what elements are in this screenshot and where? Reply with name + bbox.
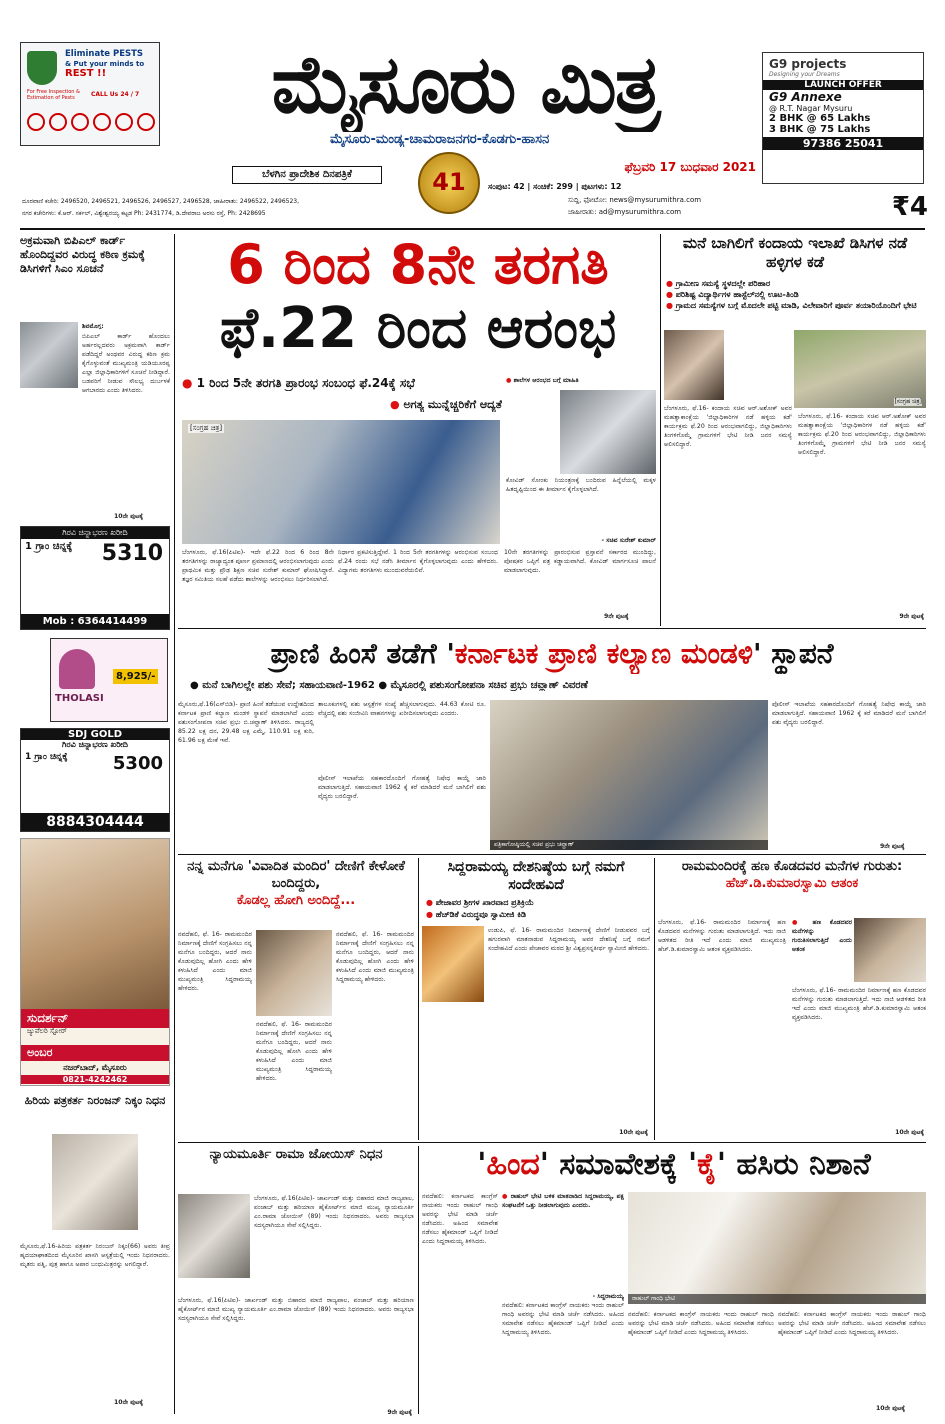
- jois-body-1: ಬೆಂಗಳೂರು, ಫೆ.16(ಪಿಟಿಐ)- ಜಾರ್ಖಂಡ್ ಮತ್ತು ಬಿಹಾರದ ಮಾಜಿ ರಾಜ್ಯಪಾಲ, ಪಂಜಾಬ್ ಮತ್ತು ಹರಿಯಾಣ ಹೈಕೋರ್ಟ್‌ನ ಮಾಜಿ ಮುಖ್ಯ ನ್ಯಾಯಮೂರ್ತಿ ಎಂ.ರಾಮಾ ಜೋಯಿಸ್ (89) ಇಂದು ನಿಧನರಾದರು. ಅವರು ರಾಜ್ಯಸಭಾ ಸದಸ್ಯರಾಗಿಯೂ ಸೇವೆ ಸಲ್ಲಿಸಿದ್ದರು.: [254, 1195, 414, 1229]
- hinda-red1: ಹಿಂದ: [486, 1147, 540, 1182]
- animal-subhead: ● ಮನೆ ಬಾಗಿಲಲ್ಲೇ ಪಶು ಸೇವೆ; ಸಹಾಯವಾಣಿ-1962 ● ಮೈಸೂರಲ್ಲಿ ಪಶುಸಂಗೋಪನಾ ಸಚಿವ ಪ್ರಭು ಚವ್ಹಾಣ್ ವಿವರಣೆ: [190, 680, 588, 691]
- village-photo: [794, 330, 926, 408]
- mandir-headline-red: ಕೊಡಲ್ಲ ಹೋಗಿ ಅಂದಿದ್ದೆ...: [236, 893, 356, 908]
- bpl-dateline: ಶಿವಮೊಗ್ಗ:: [82, 323, 104, 330]
- bpl-story: [20, 234, 170, 524]
- anniversary-number: 41: [432, 168, 466, 196]
- revenue-minister-photo: [664, 330, 724, 400]
- section-divider-2: [178, 854, 926, 855]
- tagline: ಬೆಳಗಿನ ಪ್ರಾದೇಶಿಕ ದಿನಪತ್ರಿಕೆ: [232, 166, 382, 184]
- sudarshan-sub: ಜ್ಯುವೆಲರಿ ಸ್ಟೋರ್: [27, 1027, 67, 1035]
- sdj-title: SDJ GOLD: [21, 729, 169, 740]
- obit-continued: 10ನೇ ಪುಟಕ್ಕೆ: [114, 1399, 143, 1406]
- lead-headline-2: ಫೆ.22 ರಿಂದ ಆರಂಭ: [219, 296, 617, 361]
- g9-brand: G9 projects: [769, 57, 847, 71]
- lead-continued: 9ನೇ ಪುಟಕ್ಕೆ: [604, 613, 629, 620]
- animal-body-2: ತಾಲೂಕುಗಳಲ್ಲಿ ಪಶು ಆಸ್ಪತ್ರೆಗಳ ಸಂಖ್ಯೆ ಹೆಚ್ಚಿಸಲಾಗುವುದು. 44.63 ಕೋಟಿ ರೂ. ವೆಚ್ಚದಲ್ಲಿ ಪಶು ಸಂಜೀವಿನಿ ವಾಹನಗಳನ್ನು ಖರೀದಿಸಲಾಗುವುದು ಎಂದರು.: [318, 701, 486, 717]
- g9-offer: LAUNCH OFFER: [763, 80, 923, 90]
- g9-place: @ R.T. Nagar Mysuru: [769, 104, 853, 113]
- regions-line: ಮೈಸೂರು-ಮಂಡ್ಯ-ಚಾಮರಾಜನಗರ-ಕೊಡಗು-ಹಾಸನ: [330, 132, 550, 147]
- section-divider-1: [178, 628, 926, 629]
- animal-headline-pre: ಪ್ರಾಣಿ ಹಿಂಸೆ ತಡೆಗೆ ': [270, 637, 455, 670]
- revenue-bullet-2: ● ಪರಿಶಿಷ್ಟ ವಿದ್ಯಾರ್ಥಿಗಳ ಹಾಸ್ಟೆಲ್‌ನಲ್ಲಿ ಊಟ-ತಿಂಡಿ: [666, 289, 926, 300]
- phone-line-1: ದೂರವಾಣಿ ಕಚೇರಿ: 2496520, 2496521, 2496526, 2496527, 2496528, ಜಾಹೀರಾತು: 2496522, 2496523,: [22, 198, 300, 205]
- g9-phone: 97386 25041: [763, 137, 923, 150]
- minister-photo: [560, 390, 656, 474]
- obit-headline: ಹಿರಿಯ ಪತ್ರಕರ್ತ ನಿರಂಜನ್ ನಿಕ್ಕಂ ನಿಧನ: [24, 1094, 166, 1107]
- hdk-story: [658, 858, 926, 1140]
- revenue-body-col2: ಬೆಂಗಳೂರು, ಫೆ.16- ಕಂದಾಯ ಸಚಿವ ಆರ್.ಅಶೋಕ್ ಅವರ ಮಹತ್ವಾಕಾಂಕ್ಷೆಯ 'ಜಿಲ್ಲಾಧಿಕಾರಿಗಳ ನಡೆ ಹಳ್ಳಿಯ ಕಡೆ' ಕಾರ್ಯಕ್ರಮ ಫೆ.20 ರಿಂದ ಆರಂಭವಾಗಲಿದ್ದು, ಜಿಲ್ಲಾಧಿಕಾರಿಗಳು ತಿಂಗಳಿಗೊಮ್ಮೆ ಗ್ರಾಮಗಳಿಗೆ ಭೇಟಿ ನೀಡಿ ಜನರ ಸಮಸ್ಯೆ ಆಲಿಸಲಿದ್ದಾರೆ.: [798, 413, 926, 456]
- hinda-post: ' ಹಸಿರು ನಿಶಾನೆ: [716, 1147, 871, 1182]
- hinda-headline: [422, 1142, 926, 1188]
- revenue-continued: 9ನೇ ಪುಟಕ್ಕೆ: [899, 613, 924, 620]
- revenue-bullet-1: ● ಗ್ರಾಮೀಣ ಸಮಸ್ಯೆ ಸ್ಥಳದಲ್ಲೇ ಪರಿಹಾರ: [666, 278, 926, 289]
- lead-body-3: 10ನೇ ತರಗತಿಗಳನ್ನು ಪ್ರಾರಂಭಿಸುವ ಪ್ರಸ್ತಾವನೆ ಸರ್ಕಾರದ ಮುಂದಿದ್ದು, ಪೋಷಕರ ಒಪ್ಪಿಗೆ ಪತ್ರ ಕಡ್ಡಾಯವಾಗಿದೆ. ಕೋವಿಡ್ ಮಾರ್ಗಸೂಚಿ ಪಾಲನೆ ಮಾಡಲಾಗುವುದು.: [504, 549, 656, 574]
- animal-continued: 9ನೇ ಪುಟಕ್ಕೆ: [880, 843, 905, 850]
- obit-photo: [52, 1134, 138, 1230]
- obituary-story: [20, 1094, 170, 1414]
- hdk-headline-red: ಹೆಚ್.ಡಿ.ಕುಮಾರಸ್ವಾಮಿ ಆತಂಕ: [725, 876, 859, 891]
- jois-body-2: ಬೆಂಗಳೂರು, ಫೆ.16(ಪಿಟಿಐ)- ಜಾರ್ಖಂಡ್ ಮತ್ತು ಬಿಹಾರದ ಮಾಜಿ ರಾಜ್ಯಪಾಲ, ಪಂಜಾಬ್ ಮತ್ತು ಹರಿಯಾಣ ಹೈಕೋರ್ಟ್‌ನ ಮಾಜಿ ಮುಖ್ಯ ನ್ಯಾಯಮೂರ್ತಿ ಎಂ.ರಾಮಾ ಜೋಯಿಸ್ (89) ಇಂದು ನಿಧನರಾದರು. ಅವರು ರಾಜ್ಯಸಭಾ ಸದಸ್ಯರಾಗಿಯೂ ಸೇವೆ ಸಲ್ಲಿಸಿದ್ದರು.: [178, 1297, 414, 1322]
- hinda-body-2: ನವದೆಹಲಿ: ಕರ್ನಾಟಕದ ಕಾಂಗ್ರೆಸ್ ನಾಯಕರು ಇಂದು ರಾಹುಲ್ ಗಾಂಧಿ ಅವರನ್ನು ಭೇಟಿ ಮಾಡಿ ಚರ್ಚೆ ನಡೆಸಿದರು. ಅಹಿಂದ ಸಮಾವೇಶ ನಡೆಸಲು ಹೈಕಮಾಂಡ್ ಒಪ್ಪಿಗೆ ನೀಡಿದೆ ಎಂದು ಸಿದ್ದರಾಮಯ್ಯ ತಿಳಿಸಿದರು.: [502, 1302, 624, 1336]
- mandir-body-2: ನವದೆಹಲಿ, ಫೆ. 16- ರಾಮಮಂದಿರ ನಿರ್ಮಾಣಕ್ಕೆ ದೇಣಿಗೆ ಸಂಗ್ರಹಿಸಲು ನನ್ನ ಮನೆಗೂ ಬಂದಿದ್ದರು, ಆದರೆ ನಾನು ಕೊಡುವುದಿಲ್ಲ ಹೋಗಿ ಎಂದು ಹೇಳಿ ಕಳುಹಿಸಿದೆ ಎಂದು ಮಾಜಿ ಮುಖ್ಯಮಂತ್ರಿ ಸಿದ್ದರಾಮಯ್ಯ ಹೇಳಿದರು.: [256, 1021, 332, 1082]
- sudarshan-name: ಸುದರ್ಶನ್: [21, 1009, 169, 1028]
- hdk-body-1: ಬೆಂಗಳೂರು, ಫೆ.16- ರಾಮಮಂದಿರ ನಿರ್ಮಾಣಕ್ಕೆ ಹಣ ಕೊಡದವರ ಮನೆಗಳನ್ನು ಗುರುತು ಮಾಡಲಾಗುತ್ತಿದೆ. ಇದು ನಾಜಿ ಆಡಳಿತದ ರೀತಿ ಇದೆ ಎಂದು ಮಾಜಿ ಮುಖ್ಯಮಂತ್ರಿ ಹೆಚ್.ಡಿ.ಕುಮಾರಸ್ವಾಮಿ ಆತಂಕ ವ್ಯಕ್ತಪಡಿಸಿದರು.: [658, 919, 786, 953]
- tholasi-logo-icon: [59, 649, 95, 689]
- lead-sub2-text: ● ಅಗತ್ಯ ಮುನ್ನೆಚ್ಚರಿಕೆಗೆ ಆದ್ಯತೆ: [390, 398, 502, 411]
- mandir-divider: [418, 858, 419, 1140]
- revenue-bullets: [666, 278, 926, 311]
- sdj-rate: 5300: [112, 753, 163, 774]
- hdk-quote: ● ಹಣ ಕೊಡದವರ ಮನೆಗಳನ್ನು ಗುರುತಿಸಲಾಗುತ್ತಿದೆ ಎಂದು ಆತಂಕ: [792, 918, 852, 978]
- bpl-continued: 10ನೇ ಪುಟಕ್ಕೆ: [114, 513, 143, 520]
- newspaper-title: ಮೈಸೂರು ಮಿತ್ರ: [271, 37, 659, 131]
- rahul-meeting-photo: [628, 1192, 926, 1304]
- tholasi-ad[interactable]: [50, 638, 168, 722]
- lead-quote-by: - ಸಚಿವ ಸುರೇಶ್ ಕುಮಾರ್: [601, 537, 656, 544]
- revenue-bullet-3: ● ಗ್ರಾಮದ ಸಮಸ್ಯೆಗಳ ಬಗ್ಗೆ ಮೊದಲೇ ಪಟ್ಟಿ ಮಾಡಿ, ವಿಲೇವಾರಿಗೆ ಪೂರ್ವ ತಯಾರಿಯೊಂದಿಗೆ ಭೇಟಿ: [666, 300, 926, 311]
- hinda-body-3: ನವದೆಹಲಿ: ಕರ್ನಾಟಕದ ಕಾಂಗ್ರೆಸ್ ನಾಯಕರು ಇಂದು ರಾಹುಲ್ ಗಾಂಧಿ ಅವರನ್ನು ಭೇಟಿ ಮಾಡಿ ಚರ್ಚೆ ನಡೆಸಿದರು. ಅಹಿಂದ ಸಮಾವೇಶ ನಡೆಸಲು ಹೈಕಮಾಂಡ್ ಒಪ್ಪಿಗೆ ನೀಡಿದೆ ಎಂದು ಸಿದ್ದರಾಮಯ್ಯ ತಿಳಿಸಿದರು.: [628, 1311, 774, 1336]
- g9-slogan: Designing your Dreams: [769, 71, 840, 78]
- pejavar-headline: ಸಿದ್ದರಾಮಯ್ಯ ದೇಶನಿಷ್ಠೆಯ ಬಗ್ಗೆ ನಮಗೆ ಸಂದೇಹವಿದೆ: [447, 859, 625, 893]
- ad-email[interactable]: ಜಾಹೀರಾತು: ad@mysurumithra.com: [568, 208, 682, 216]
- pejavar-sub1: ● ಪೇಜಾವರ ಶ್ರೀಗಳ ಖಾರವಾದ ಪ್ರತಿಕ್ರಿಯೆ: [426, 898, 534, 908]
- hinda-continued: 10ನೇ ಪುಟಕ್ಕೆ: [876, 1405, 905, 1412]
- mandir-story: [178, 858, 414, 1140]
- sdj-subtitle: ಗಿರವಿ ಚಿನ್ನಾಭರಣ ಖರೀದಿ: [62, 740, 128, 749]
- sudarshan-ad[interactable]: [20, 838, 170, 1086]
- tholasi-price: 8,925/-: [113, 669, 158, 684]
- gold-rate-label: 1 ಗ್ರಾಂ ಚಿನ್ನಕ್ಕೆ: [25, 541, 73, 552]
- g9-project: G9 Annexe: [769, 90, 842, 104]
- lead-subhead-1: [182, 376, 502, 391]
- ad-line1: Eliminate PESTS: [65, 49, 144, 59]
- gold-mob: Mob : 6364414499: [21, 614, 169, 629]
- pejavar-continued: 10ನೇ ಪುಟಕ್ಕೆ: [619, 1129, 648, 1136]
- gold-title: ಗಿರವಿ ಚಿನ್ನಾಭರಣ ಖರೀದಿ: [21, 527, 169, 539]
- siddaramaiah-photo: [256, 930, 332, 1016]
- hinda-quote-by: - ಸಿದ್ದರಾಮಯ್ಯ: [592, 1293, 624, 1300]
- price: ₹4: [891, 192, 928, 222]
- animal-headline: [178, 634, 926, 674]
- revenue-story: [664, 234, 926, 626]
- pejavar-divider: [654, 858, 655, 1140]
- press-meet-caption: ಪತ್ರಿಕಾಗೋಷ್ಠಿಯಲ್ಲಿ ಸಚಿವ ಪ್ರಭು ಚವ್ಹಾಣ್: [490, 840, 768, 850]
- jois-divider: [418, 1146, 419, 1414]
- cm-photo: [20, 322, 78, 388]
- pest-control-ad[interactable]: [20, 42, 160, 146]
- animal-body-4: ಪೊಲೀಸ್ ಇಲಾಖೆಯ ಸಹಕಾರದೊಂದಿಗೆ ಗೋಹತ್ಯೆ ನಿಷೇಧ ಕಾಯ್ದೆ ಜಾರಿ ಮಾಡಲಾಗುತ್ತಿದೆ. ಸಹಾಯವಾಣಿ 1962 ಕ್ಕೆ ಕರೆ ಮಾಡಿದರೆ ಮನೆ ಬಾಗಿಲಿಗೆ ಪಶು ವೈದ್ಯರು ಬರಲಿದ್ದಾರೆ.: [772, 701, 926, 726]
- animal-side-box: [318, 700, 486, 850]
- mandir-headline: ನನ್ನ ಮನೆಗೂ 'ವಿವಾದಿತ ಮಂದಿರ' ದೇಣಿಗೆ ಕೇಳೋಕೆ ಬಂದಿದ್ದರು,: [187, 859, 405, 891]
- ad-headline: [65, 49, 159, 79]
- classroom-photo-caption: [ಸಂಗ್ರಹ ಚಿತ್ರ]: [190, 424, 223, 432]
- hdk-body-2: ಬೆಂಗಳೂರು, ಫೆ.16- ರಾಮಮಂದಿರ ನಿರ್ಮಾಣಕ್ಕೆ ಹಣ ಕೊಡದವರ ಮನೆಗಳನ್ನು ಗುರುತು ಮಾಡಲಾಗುತ್ತಿದೆ. ಇದು ನಾಜಿ ಆಡಳಿತದ ರೀತಿ ಇದೆ ಎಂದು ಮಾಜಿ ಮುಖ್ಯಮಂತ್ರಿ ಹೆಚ್.ಡಿ.ಕುಮಾರಸ್ವಾಮಿ ಆತಂಕ ವ್ಯಕ್ತಪಡಿಸಿದರು.: [792, 987, 926, 1021]
- hinda-mid: ' ಸಮಾವೇಶಕ್ಕೆ ': [539, 1147, 698, 1182]
- ad-call: CALL Us 24 / 7: [91, 91, 140, 98]
- revenue-headline: ಮನೆ ಬಾಗಿಲಿಗೆ ಕಂದಾಯ ಇಲಾಖೆ ಡಿಸಿಗಳ ನಡೆ ಹಳ್ಳಿಗಳ ಕಡೆ: [682, 234, 908, 271]
- animal-headline-post: ' ಸ್ಥಾಪನೆ: [752, 637, 834, 670]
- rahul-meeting-caption: ರಾಹುಲ್ ಗಾಂಧಿ ಭೇಟಿ: [628, 1294, 926, 1304]
- lead-subhead-2: [182, 398, 502, 412]
- ad-line3: REST !!: [65, 68, 107, 79]
- ad-cta: For Free Inspection & Estimation of Pests: [27, 89, 80, 101]
- pest-icons-row: [27, 113, 155, 135]
- classroom-photo: [182, 420, 500, 544]
- lead-quote-head: ● ಶಾಲೆಗಳ ಆರಂಭದ ಬಗ್ಗೆ ಮಾಹಿತಿ: [506, 376, 656, 385]
- hinda-quote-box: [502, 1192, 624, 1406]
- gold-loan-ad[interactable]: [20, 526, 170, 630]
- sudarshan-phone: 0821-4242462: [21, 1075, 169, 1084]
- jois-headline: ನ್ಯಾಯಮೂರ್ತಿ ರಾಮಾ ಜೋಯಿಸ್ ನಿಧನ: [209, 1147, 383, 1162]
- masthead-divider: [20, 228, 925, 230]
- jois-photo: [178, 1194, 250, 1278]
- animal-headline-red: ಕರ್ನಾಟಕ ಪ್ರಾಣಿ ಕಲ್ಯಾಣ ಮಂಡಳಿ: [454, 637, 753, 670]
- sdj-phone: 8884304444: [21, 813, 169, 831]
- couple-photo: [21, 839, 169, 1009]
- g9-projects-ad[interactable]: [762, 52, 924, 184]
- news-email[interactable]: ಸುದ್ದಿ, ಫೋಟೋ: news@mysurumithra.com: [568, 196, 702, 204]
- bpl-body: ಬಿಪಿಎಲ್ ಕಾರ್ಡ್ ಹೊಂದಲು ಅರ್ಹರಲ್ಲದವರು ಅಕ್ರಮವಾಗಿ ಕಾರ್ಡ್ ಪಡೆದಿದ್ದರೆ ಅಂಥವರ ವಿರುದ್ಧ ಕಠಿಣ ಕ್ರಮ ಕೈಗೊಳ್ಳುವಂತೆ ಮುಖ್ಯಮಂತ್ರಿ ಯಡಿಯೂರಪ್ಪ ಎಲ್ಲಾ ಜಿಲ್ಲಾಧಿಕಾರಿಗಳಿಗೆ ಸೂಚನೆ ನೀಡಿದ್ದಾರೆ. ಬಡವರಿಗೆ ನೀಡುವ ಸೌಲಭ್ಯ ದುರ್ಬಳಕೆ ಆಗಬಾರದು ಎಂದು ತಿಳಿಸಿದರು.: [82, 333, 170, 394]
- lead-quote-box: [506, 376, 656, 546]
- lead-body-1: ಬೆಂಗಳೂರು, ಫೆ.16(ಪಿಟಿಐ)- ಇದೇ ಫೆ.22 ರಿಂದ 6 ರಿಂದ 8ನೇ ತರಗತಿಗಳನ್ನು ರಾಜ್ಯಾದ್ಯಂತ ಪೂರ್ಣ ಪ್ರಮಾಣದಲ್ಲಿ ಆರಂಭಿಸಲಾಗುವುದು ಎಂದು ಪ್ರಾಥಮಿಕ ಮತ್ತು ಪ್ರೌಢ ಶಿಕ್ಷಣ ಸಚಿವ ಸುರೇಶ್ ಕುಮಾರ್ ಘೋಷಿಸಿದ್ದಾರೆ. ತಜ್ಞರ ಸಮಿತಿಯ ಸಲಹೆ ಪಡೆದು ಶಾಲೆಗಳನ್ನು ಆರಂಭಿಸಲು ನಿರ್ಧರಿಸಲಾಗಿದೆ.: [182, 549, 334, 583]
- hdk-photo: [854, 918, 926, 982]
- bpl-headline: ಅಕ್ರಮವಾಗಿ ಬಿಪಿಎಲ್ ಕಾರ್ಡ್ ಹೊಂದಿದ್ದವರ ವಿರುದ್ಧ ಕಠಿಣ ಕ್ರಮಕ್ಕೆ ಡಿಸಿಗಳಿಗೆ ಸಿಎಂ ಸೂಚನೆ: [20, 234, 145, 275]
- ad-line2: & Put your minds to: [65, 60, 145, 68]
- sdj-gold-ad[interactable]: [20, 728, 170, 832]
- obit-body: ಮೈಸೂರು,ಫೆ.16-ಹಿರಿಯ ಪತ್ರಕರ್ತ ನಿರಂಜನ್ ನಿಕ್ಕಂ(66) ಅವರು ತೀವ್ರ ಹೃದಯಾಘಾತದಿಂದ ಮೈಸೂರಿನ ಖಾಸಗಿ ಆಸ್ಪತ್ರೆಯಲ್ಲಿ ಇಂದು ನಿಧನರಾದರು. ಮೃತರು ಪತ್ನಿ, ಪುತ್ರ ಹಾಗೂ ಅಪಾರ ಬಂಧುಮಿತ್ರರನ್ನು ಅಗಲಿದ್ದಾರೆ.: [20, 1243, 170, 1268]
- tholasi-name: THOLASI: [55, 693, 104, 704]
- mandir-body-3: ನವದೆಹಲಿ, ಫೆ. 16- ರಾಮಮಂದಿರ ನಿರ್ಮಾಣಕ್ಕೆ ದೇಣಿಗೆ ಸಂಗ್ರಹಿಸಲು ನನ್ನ ಮನೆಗೂ ಬಂದಿದ್ದರು, ಆದರೆ ನಾನು ಕೊಡುವುದಿಲ್ಲ ಹೋಗಿ ಎಂದು ಹೇಳಿ ಕಳುಹಿಸಿದೆ ಎಂದು ಮಾಜಿ ಮುಖ್ಯಮಂತ್ರಿ ಸಿದ್ದರಾಮಯ್ಯ ಹೇಳಿದರು.: [336, 931, 414, 983]
- hinda-q1: ': [477, 1147, 487, 1182]
- village-photo-caption: [ಸಂಗ್ರಹ ಚಿತ್ರ]: [894, 398, 922, 405]
- g9-bhk2: 2 BHK @ 65 Lakhs: [769, 113, 871, 124]
- pejavar-story: [422, 858, 650, 1140]
- left-column-divider: [174, 234, 175, 1414]
- lead-headline-1: 6 ರಿಂದ 8ನೇ ತರಗತಿ: [227, 234, 609, 296]
- amber-name: ಅಂಬರ: [21, 1045, 169, 1061]
- press-meet-photo: [490, 700, 768, 850]
- hinda-quote: ● ರಾಹುಲ್ ಭೇಟಿ ಬಳಿಕ ಮಾತನಾಡಿದ ಸಿದ್ದರಾಮಯ್ಯ, ಪಕ್ಷ ಸಂಘಟನೆಗೆ ಒತ್ತು ನೀಡಲಾಗುವುದು ಎಂದರು.: [502, 1192, 624, 1292]
- lead-body-2: ನಿರ್ಧಾರ ಪ್ರಕಟಿಸುತ್ತಿದ್ದೇವೆ. 1 ರಿಂದ 5ನೇ ತರಗತಿಗಳನ್ನು ಆರಂಭಿಸುವ ಸಂಬಂಧ ಫೆ.24 ರಂದು ಸಭೆ ನಡೆಸಿ ತೀರ್ಮಾನ ಕೈಗೊಳ್ಳಲಾಗುವುದು ಎಂದು ಹೇಳಿದರು. ವಿದ್ಯಾಗಮ ತರಗತಿಗಳು ಮುಂದುವರೆಯಲಿವೆ.: [338, 549, 498, 574]
- anniversary-badge: [418, 152, 480, 214]
- hinda-body-4: ನವದೆಹಲಿ: ಕರ್ನಾಟಕದ ಕಾಂಗ್ರೆಸ್ ನಾಯಕರು ಇಂದು ರಾಹುಲ್ ಗಾಂಧಿ ಅವರನ್ನು ಭೇಟಿ ಮಾಡಿ ಚರ್ಚೆ ನಡೆಸಿದರು. ಅಹಿಂದ ಸಮಾವೇಶ ನಡೆಸಲು ಹೈಕಮಾಂಡ್ ಒಪ್ಪಿಗೆ ನೀಡಿದೆ ಎಂದು ಸಿದ್ದರಾಮಯ್ಯ ತಿಳಿಸಿದರು.: [778, 1311, 926, 1336]
- animal-body-1: ಮೈಸೂರು,ಫೆ.16(ಎಸ್‌ಬಿಡಿ)- ಪ್ರಾಣಿ ಹಿಂಸೆ ತಡೆಯುವ ಉದ್ದೇಶದಿಂದ ಕರ್ನಾಟಕ ಪ್ರಾಣಿ ಕಲ್ಯಾಣ ಮಂಡಳಿ ಸ್ಥಾಪನೆ ಮಾಡಲಾಗಿದೆ ಎಂದು ಪಶುಸಂಗೋಪನಾ ಸಚಿವ ಪ್ರಭು ಬಿ.ಚವ್ಹಾಣ್ ತಿಳಿಸಿದರು. ರಾಜ್ಯದಲ್ಲಿ 85.22 ಲಕ್ಷ ದನ, 29.48 ಲಕ್ಷ ಎಮ್ಮೆ, 110.91 ಲಕ್ಷ ಕುರಿ, 61.96 ಲಕ್ಷ ಮೇಕೆ ಇವೆ.: [178, 701, 314, 744]
- lead-quote-body: ಕೋವಿಡ್ ಸೋಂಕು ನಿಯಂತ್ರಣಕ್ಕೆ ಬಂದಿರುವ ಹಿನ್ನೆಲೆಯಲ್ಲಿ ಮಕ್ಕಳ ಹಿತದೃಷ್ಟಿಯಿಂದ ಈ ತೀರ್ಮಾನ ಕೈಗೊಳ್ಳಲಾಗಿದೆ.: [506, 477, 656, 493]
- sudarshan-place: ನಜರ್‌ಬಾದ್, ಮೈಸೂರು: [63, 1063, 127, 1072]
- jois-continued: 9ನೇ ಪುಟಕ್ಕೆ: [387, 1409, 412, 1416]
- phone-line-2: ನಗರ ಕಚೇರಿಗಳು: ಕೆ.ಆರ್. ಸರ್ಕಲ್, ವಿಶ್ವೇಶ್ವರಯ್ಯ ಕಟ್ಟಡ Ph: 2431774, ಡಿ.ದೇವರಾಜ ಅರಸು ರಸ್ತೆ, Ph: 2428695: [22, 210, 266, 217]
- lead-right-divider: [660, 234, 661, 626]
- animal-body-3: ಪೊಲೀಸ್ ಇಲಾಖೆಯ ಸಹಕಾರದೊಂದಿಗೆ ಗೋಹತ್ಯೆ ನಿಷೇಧ ಕಾಯ್ದೆ ಜಾರಿ ಮಾಡಲಾಗುತ್ತಿದೆ. ಸಹಾಯವಾಣಿ 1962 ಕ್ಕೆ ಕರೆ ಮಾಡಿದರೆ ಮನೆ ಬಾಗಿಲಿಗೆ ಪಶು ವೈದ್ಯರು ಬರಲಿದ್ದಾರೆ.: [318, 775, 486, 800]
- issue-info: ಸಂಪುಟ: 42 | ಸಂಚಿಕೆ: 299 | ಪುಟಗಳು: 12: [488, 182, 622, 191]
- revenue-body-col1: ಬೆಂಗಳೂರು, ಫೆ.16- ಕಂದಾಯ ಸಚಿವ ಆರ್.ಅಶೋಕ್ ಅವರ ಮಹತ್ವಾಕಾಂಕ್ಷೆಯ 'ಜಿಲ್ಲಾಧಿಕಾರಿಗಳ ನಡೆ ಹಳ್ಳಿಯ ಕಡೆ' ಕಾರ್ಯಕ್ರಮ ಫೆ.20 ರಿಂದ ಆರಂಭವಾಗಲಿದ್ದು, ಜಿಲ್ಲಾಧಿಕಾರಿಗಳು ತಿಂಗಳಿಗೊಮ್ಮೆ ಗ್ರಾಮಗಳಿಗೆ ಭೇಟಿ ನೀಡಿ ಜನರ ಸಮಸ್ಯೆ ಆಲಿಸಲಿದ್ದಾರೆ.: [664, 405, 792, 448]
- hdk-continued: 10ನೇ ಪುಟಕ್ಕೆ: [895, 1129, 924, 1136]
- lead-sub1-text: ● 1 ರಿಂದ 5ನೇ ತರಗತಿ ಪ್ರಾರಂಭ ಸಂಬಂಧ ಫೆ.24ಕ್ಕೆ ಸಭೆ: [182, 376, 415, 390]
- gold-rate: 5310: [101, 541, 163, 566]
- jois-story: [178, 1146, 414, 1418]
- shield-icon: [27, 51, 57, 85]
- hinda-red2: ಕೈ: [697, 1147, 717, 1182]
- mandir-body-1: ನವದೆಹಲಿ, ಫೆ. 16- ರಾಮಮಂದಿರ ನಿರ್ಮಾಣಕ್ಕೆ ದೇಣಿಗೆ ಸಂಗ್ರಹಿಸಲು ನನ್ನ ಮನೆಗೂ ಬಂದಿದ್ದರು, ಆದರೆ ನಾನು ಕೊಡುವುದಿಲ್ಲ ಹೋಗಿ ಎಂದು ಹೇಳಿ ಕಳುಹಿಸಿದೆ ಎಂದು ಮಾಜಿ ಮುಖ್ಯಮಂತ್ರಿ ಸಿದ್ದರಾಮಯ್ಯ ಹೇಳಿದರು.: [178, 931, 252, 992]
- date-line: ಫೆಬ್ರವರಿ 17 ಬುಧವಾರ 2021: [624, 160, 756, 174]
- hdk-headline: ರಾಮಮಂದಿರಕ್ಕೆ ಹಣ ಕೊಡದವರ ಮನೆಗಳ ಗುರುತು:: [681, 859, 903, 874]
- pejavar-sub2: ● ಹೆಚ್‌ಡಿಕೆ ವಿರುದ್ಧವೂ ಸ್ವಾಮೀಜಿ ಕಿಡಿ: [426, 910, 526, 920]
- swamiji-photo: [422, 926, 484, 1002]
- pejavar-body: ಉಡುಪಿ, ಫೆ. 16- ರಾಮಮಂದಿರ ನಿರ್ಮಾಣಕ್ಕೆ ದೇಣಿಗೆ ನೀಡುವವರ ಬಗ್ಗೆ ಹಗುರವಾಗಿ ಮಾತನಾಡುವ ಸಿದ್ದರಾಮಯ್ಯ ಅವರ ದೇಶನಿಷ್ಠೆ ಬಗ್ಗೆ ನಮಗೆ ಸಂದೇಹವಿದೆ ಎಂದು ಪೇಜಾವರ ಮಠದ ಶ್ರೀ ವಿಶ್ವಪ್ರಸನ್ನತೀರ್ಥ ಸ್ವಾಮೀಜಿ ಹೇಳಿದರು.: [488, 927, 650, 952]
- g9-bhk3: 3 BHK @ 75 Lakhs: [769, 124, 871, 135]
- sdj-rate-label: 1 ಗ್ರಾಂ ಚಿನ್ನಕ್ಕೆ: [25, 752, 68, 762]
- hinda-body-1: ನವದೆಹಲಿ: ಕರ್ನಾಟಕದ ಕಾಂಗ್ರೆಸ್ ನಾಯಕರು ಇಂದು ರಾಹುಲ್ ಗಾಂಧಿ ಅವರನ್ನು ಭೇಟಿ ಮಾಡಿ ಚರ್ಚೆ ನಡೆಸಿದರು. ಅಹಿಂದ ಸಮಾವೇಶ ನಡೆಸಲು ಹೈಕಮಾಂಡ್ ಒಪ್ಪಿಗೆ ನೀಡಿದೆ ಎಂದು ಸಿದ್ದರಾಮಯ್ಯ ತಿಳಿಸಿದರು.: [422, 1193, 498, 1245]
